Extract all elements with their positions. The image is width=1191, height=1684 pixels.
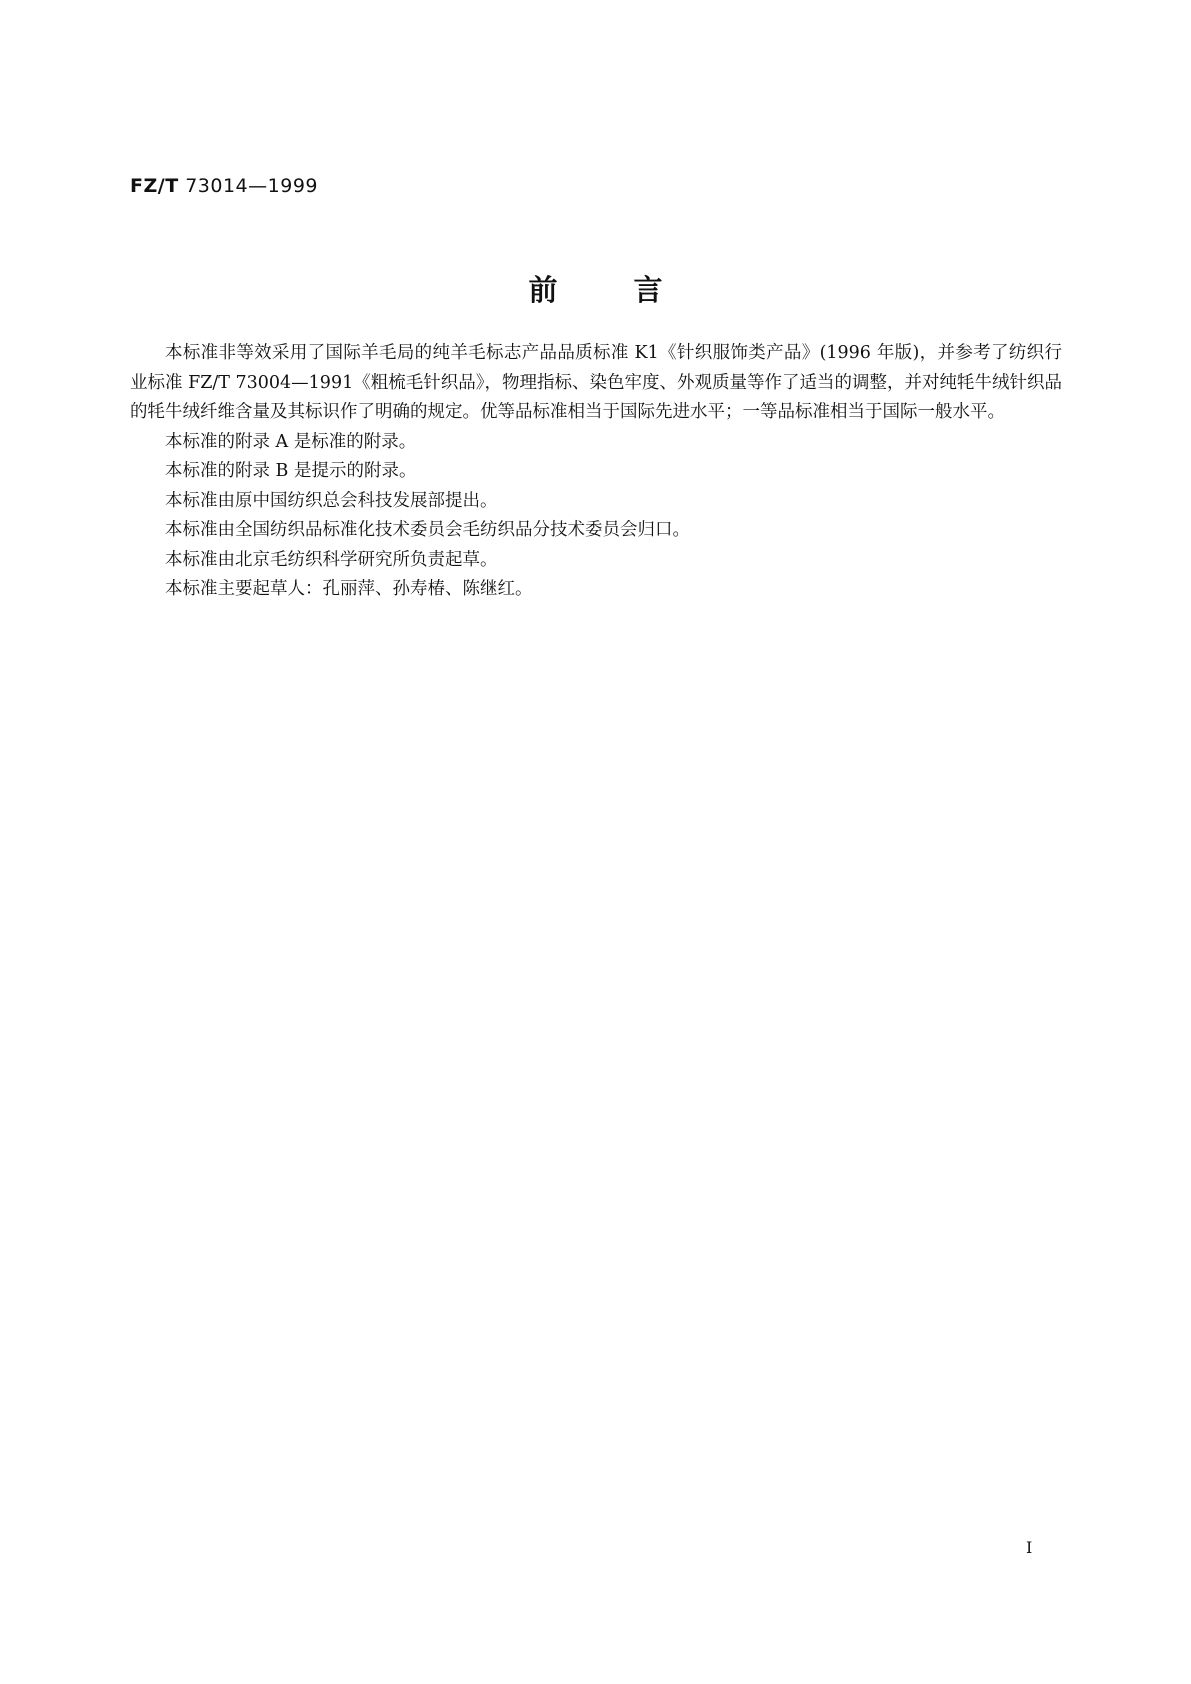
standard-prefix: FZ/T — [130, 175, 179, 197]
paragraph: 本标准非等效采用了国际羊毛局的纯羊毛标志产品品质标准 K1《针织服饰类产品》(1996 年版)，并参考了纺织行业标准 FZ/T 73004—1991《粗梳毛针织品》，物理指标、染色牢度、外观质量等作了适当的调整，并对纯牦牛绒针织品的牦牛绒纤维含量及其标识作了明确的规定。优等品标准相当于国际先进水平；一等品标准相当于国际一般水平。 — [130, 343, 1062, 422]
standard-number: 73014—1999 — [185, 175, 318, 197]
page-number: I — [1026, 1538, 1033, 1557]
page-title: 前言 — [528, 273, 739, 307]
paragraph: 本标准由全国纺织品标准化技术委员会毛纺织品分技术委员会归口。 — [165, 520, 690, 540]
paragraph: 本标准的附录 B 是提示的附录。 — [165, 461, 417, 481]
foreword-body — [130, 339, 1062, 605]
paragraph: 本标准由北京毛纺织科学研究所负责起草。 — [165, 549, 498, 570]
standard-code — [130, 175, 318, 197]
paragraph: 本标准由原中国纺织总会科技发展部提出。 — [165, 490, 498, 511]
paragraph: 本标准的附录 A 是标准的附录。 — [165, 431, 417, 452]
paragraph: 本标准主要起草人：孔丽萍、孙寿椿、陈继红。 — [165, 579, 533, 599]
